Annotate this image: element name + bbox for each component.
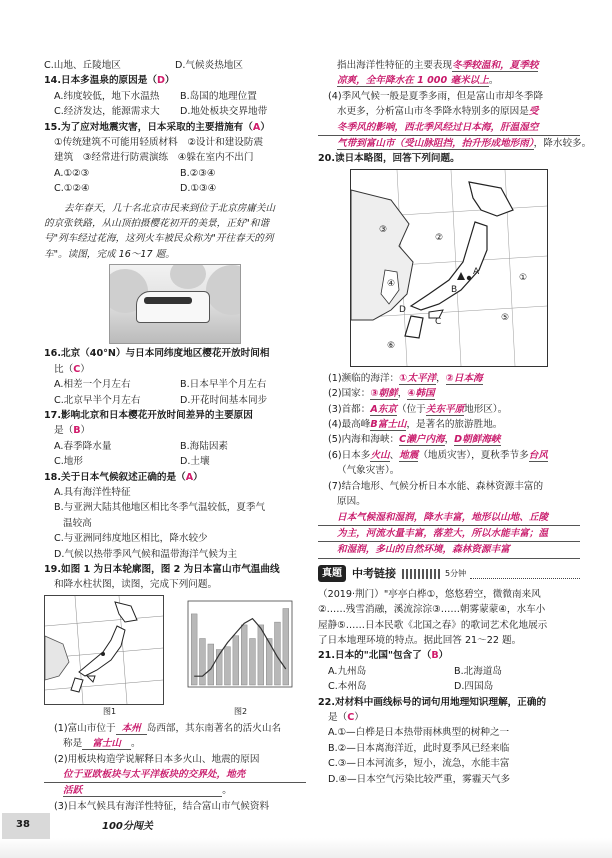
q20-part2-answer-1: ③朝鲜 xyxy=(370,388,398,400)
q19-figures xyxy=(44,595,306,705)
brand-logo: 100分闯关 xyxy=(102,821,153,832)
option-b: B.日本早半个月左右 xyxy=(180,379,267,391)
q20-part7-answer-2: 为主，河流水量丰富，落差大，所以水能丰富；温 xyxy=(318,526,580,542)
map-label-5: ⑤ xyxy=(501,312,510,323)
option-a: A.①②③ xyxy=(54,167,90,179)
q20-part6: (6)日本多火山、地震（地质灾害），夏秋季节多台风 xyxy=(328,449,548,461)
q20-part7-answer-1: 日本气候湿和湿润，降水丰富，地形以山地、丘陵 xyxy=(318,510,580,526)
poem-line-4: 了日本地理环境的特点。据此回答 21～22 题。 xyxy=(318,634,522,646)
left-column xyxy=(44,58,306,814)
option-c: C.本州岛 xyxy=(328,681,367,693)
map-label-1: ① xyxy=(519,272,528,283)
q18-option-c: C.与亚洲同纬度地区相比，降水较少 xyxy=(54,533,208,545)
q19-part1-answer-1: 本州 xyxy=(116,723,147,735)
figure-2-caption: 图2 xyxy=(233,706,248,716)
q19-part3: (3)日本气候具有海洋性特征，结合富山市气候资料 xyxy=(54,800,270,812)
q19-part4-answer-2: 冬季风的影响，西北季风经过日本海，肝温湿空 xyxy=(318,120,580,136)
q20-part6-cont: （气象灾害）。 xyxy=(337,465,400,477)
option-c: C.经济发达，能源需求大 xyxy=(54,106,160,118)
poem-line-1: （2019·荆门）"亭亭白桦①，悠悠碧空，微微南来风 xyxy=(318,588,541,600)
option-c: C.山地、丘陵地区 xyxy=(44,60,121,71)
q19-part2-answer-2: 活跃 xyxy=(63,785,222,797)
passage-line-4: 车"。读图，完成 16～17 题。 xyxy=(44,248,175,260)
page-number-tab xyxy=(2,813,50,839)
q20-part2: (2)国家：③朝鲜，④韩国 xyxy=(328,388,435,400)
q15-stem: 15.为了应对地震灾害，日本采取的主要措施有（A） xyxy=(44,121,270,133)
q20-part6-answer-2: 地震 xyxy=(399,449,419,461)
q20-part7: (7)结合地形、气候分析日本水能、森林资源丰富的 xyxy=(328,480,544,492)
q16-stem-2: 比（C） xyxy=(54,363,90,375)
q16-stem-1: 16.北京（40°N）与日本同纬度地区樱花开放时间相 xyxy=(44,348,270,360)
q19-part4-cont: 水更多，分析富山市冬季降水特别多的原因是受 xyxy=(337,106,539,118)
map-label-2: ② xyxy=(435,232,444,243)
q22-option-b: B.②—日本离海洋近，此时夏季风已经来临 xyxy=(328,742,510,754)
option-b: B.岛国的地理位置 xyxy=(180,90,257,102)
q19-part2-answer-2-line: 活跃 。 xyxy=(63,785,232,797)
poem-line-3: 屋静⑤……日本民歌《北国之春》的歌词艺术化地展示 xyxy=(318,619,548,631)
q21-answer: B xyxy=(431,650,439,662)
q20-part7-answer-3: 和湿润，多山的自然环境，森林资源丰富 xyxy=(318,542,580,558)
q22-stem-1: 22.对材料中画线标号的词句用地理知识理解，正确的 xyxy=(318,696,547,708)
q17-options xyxy=(44,439,306,454)
q20-stem: 20.读日本略图，回答下列问题。 xyxy=(318,153,460,165)
q15-options xyxy=(44,166,306,181)
q20-part3-answer-2: 关东平原 xyxy=(425,403,465,415)
q18-option-b-cont: 温较高 xyxy=(63,517,92,529)
precip-bar xyxy=(191,614,197,685)
q17-options-2 xyxy=(44,454,306,469)
option-d: D.四国岛 xyxy=(454,681,494,693)
exam-badge: 真题 xyxy=(318,565,346,582)
q19-part3-answer-2: 凉爽，全年降水在 1 000 毫米以上 xyxy=(337,75,489,87)
page-number: 38 xyxy=(16,819,30,830)
option-d: D.开花时间基本同步 xyxy=(180,394,268,406)
q14-answer: D xyxy=(156,75,165,87)
passage-line-2: 的京张铁路，从山顶拍摄樱花初开的美景，正好"和谐 xyxy=(44,218,270,230)
q20-part5: (5)内海和海峡：C濑户内海，D朝鲜海峡 xyxy=(328,434,501,446)
precip-bar xyxy=(250,638,256,685)
banner-dotted-line xyxy=(470,569,580,579)
option-b: B.②③④ xyxy=(180,167,216,179)
q19-part4-answer-line: 气带到富山市（受山脉阻挡，抬升形成地形雨），降水较多。 xyxy=(337,138,592,150)
q19-part4: (4)季风气候一般是夏季多雨，但是富山市却冬季降 xyxy=(328,90,544,102)
map-label-b: B xyxy=(451,284,458,295)
option-c: C.①②④ xyxy=(54,183,90,195)
japan-outline-map xyxy=(44,595,164,705)
climate-chart-svg xyxy=(174,595,306,703)
option-b: B.海陆因素 xyxy=(180,440,229,452)
q14-options xyxy=(44,89,306,104)
q14-stem: 14.日本多温泉的原因是（D） xyxy=(44,75,175,87)
q19-stem-2: 和降水柱状图，读图，完成下列问题。 xyxy=(54,579,218,591)
precip-bar xyxy=(233,636,239,685)
option-c: C.北京早半个月左右 xyxy=(54,394,141,406)
q15-options-2 xyxy=(44,181,306,196)
map-label-4: ④ xyxy=(387,278,396,289)
q19-part1-cont: 称是 富士山 。 xyxy=(63,738,141,750)
map-label-a: A xyxy=(473,266,480,277)
q18-option-a: A.具有海洋性特征 xyxy=(54,486,131,498)
map-label-d: D xyxy=(399,304,406,315)
q17-answer: B xyxy=(73,425,81,437)
q20-part7-cont: 原因。 xyxy=(337,496,366,508)
precip-bar xyxy=(200,638,206,685)
q19-stem-1: 19.如图 1 为日本轮廓图，图 2 为日本富山市气温曲线 xyxy=(44,563,280,575)
q19-part2: (2)用板块构造学说解释日本多火山、地震的原因 xyxy=(54,753,260,765)
precip-bar xyxy=(283,608,289,685)
figure-captions xyxy=(44,707,306,717)
q19-part4-answer-3: 气带到富山市（受山脉阻挡，抬升形成地形雨） xyxy=(337,138,534,150)
q19-part4-answer-1: 受 xyxy=(528,106,539,118)
q19-part3-cont: 指出海洋性特征的主要表现冬季较温和，夏季较 xyxy=(337,60,539,71)
q19-part1-answer-2: 富士山 xyxy=(82,738,131,750)
q15-line1: ①传统建筑不可能用轻质材料 ②设计和建设防震 xyxy=(54,137,264,149)
q14-options-2 xyxy=(44,104,306,119)
map-label-3: ③ xyxy=(379,224,388,235)
option-a: A.纬度较低，地下水温热 xyxy=(54,90,160,102)
q18-option-d: D.气候以热带季风气候和温带海洋气候为主 xyxy=(54,548,238,560)
option-d: D.地处板块交界地带 xyxy=(180,106,268,118)
precip-bar xyxy=(258,625,264,685)
option-d: D.土壤 xyxy=(180,456,210,468)
passage-line-1: 去年春天，几十名北京市民来到位于北京房庸关山 xyxy=(64,202,276,214)
q15-answer: A xyxy=(252,121,261,133)
q22-option-d: D.④—日本空气污染比较严重，雾霾天气多 xyxy=(328,773,511,785)
option-a: A.九州岛 xyxy=(328,665,367,677)
q20-part2-answer-2: ④韩国 xyxy=(407,388,435,400)
option-c: C.地形 xyxy=(54,456,83,468)
map-label-6: ⑥ xyxy=(387,340,396,351)
banner-time: 5分钟 xyxy=(445,569,467,579)
q20-part5-answer-1: C濑户内海 xyxy=(399,434,445,446)
q18-stem: 18.关于日本气候叙述正确的是（A） xyxy=(44,471,203,483)
option-d: D.气候炎热地区 xyxy=(175,60,243,71)
q20-part5-answer-2: D朝鲜海峡 xyxy=(454,434,501,446)
q17-stem-1: 17.影响北京和日本樱花开放时间差异的主要原因 xyxy=(44,409,253,421)
right-column xyxy=(318,58,592,787)
passage-line-3: 号"列车经过花海，这列火车被民众称为"开往春天的列 xyxy=(44,233,274,245)
q18-answer: A xyxy=(185,471,194,483)
q22-answer: C xyxy=(347,711,355,723)
option-a: A.相差一个月左右 xyxy=(54,379,131,391)
q20-part4-answer: B富士山 xyxy=(370,419,407,431)
q18-option-b: B.与亚洲大陆其他地区相比冬季气温较低，夏季气 xyxy=(54,502,266,514)
q16-options-2 xyxy=(44,393,306,408)
q16-options xyxy=(44,377,306,392)
q22-option-c: C.③—日本河流多，短小，流急，水能丰富 xyxy=(328,758,510,770)
q20-part3-answer-1: A东京 xyxy=(370,403,397,415)
japan-sketch-map xyxy=(350,169,548,367)
q21-options xyxy=(318,664,580,679)
exam-link-banner xyxy=(318,565,580,583)
q17-stem-2: 是（B） xyxy=(54,425,91,437)
precip-bar xyxy=(225,646,231,684)
option-a: A.春季降水量 xyxy=(54,440,112,452)
q21-stem: 21.日本的"北国"包含了（B） xyxy=(318,650,449,662)
q20-part3: (3)首都：A东京（位于关东平原地形区）。 xyxy=(328,403,508,415)
q19-part2-answer-1: 位于亚欧板块与太平洋板块的交界处，地壳 xyxy=(44,767,306,783)
banner-title: 中考链接 xyxy=(352,567,396,581)
q20-part6-answer-3: 台风 xyxy=(528,449,548,461)
figure-1-caption: 图1 xyxy=(102,706,117,716)
q22-stem-2: 是（C） xyxy=(328,711,364,723)
q22-option-a: A.①—白桦是日本热带雨林典型的树种之一 xyxy=(328,727,510,739)
option-b: B.北海道岛 xyxy=(454,665,503,677)
q20-part1-answer-1: ①太平洋 xyxy=(399,372,437,384)
option-d: D.①③④ xyxy=(180,183,217,195)
toyama-climate-chart xyxy=(174,595,306,703)
q19-part3-answer-1: 冬季较温和，夏季较 xyxy=(452,60,539,71)
q19-part1: (1)富山市位于 本州 岛西部，其东南著名的活火山名 xyxy=(54,722,282,734)
q21-options-2 xyxy=(318,679,580,694)
poem-line-2: ②……残雪消融，溪流淙淙③……朝雾蒙蒙④，水车小 xyxy=(318,604,546,616)
q20-part4: (4)最高峰B富士山，是著名的旅游胜地。 xyxy=(328,419,503,431)
footer-bar xyxy=(0,838,612,858)
banner-stripes xyxy=(402,569,442,579)
q20-part6-answer-1: 火山 xyxy=(370,449,390,461)
precip-bar xyxy=(241,625,247,685)
q20-part1-answer-2: ②日本海 xyxy=(445,372,483,384)
cherry-blossom-train-photo xyxy=(109,264,241,344)
q20-part1: (1)濒临的海洋：①太平洋，②日本海 xyxy=(328,372,483,384)
map-label-c: C xyxy=(435,316,442,327)
q19-part3-answer-line: 凉爽，全年降水在 1 000 毫米以上。 xyxy=(337,75,499,87)
q16-answer: C xyxy=(73,363,81,375)
q15-line2: 建筑 ③经常进行防震演练 ④躲在室内不出门 xyxy=(54,152,254,164)
q13-options xyxy=(44,58,306,73)
